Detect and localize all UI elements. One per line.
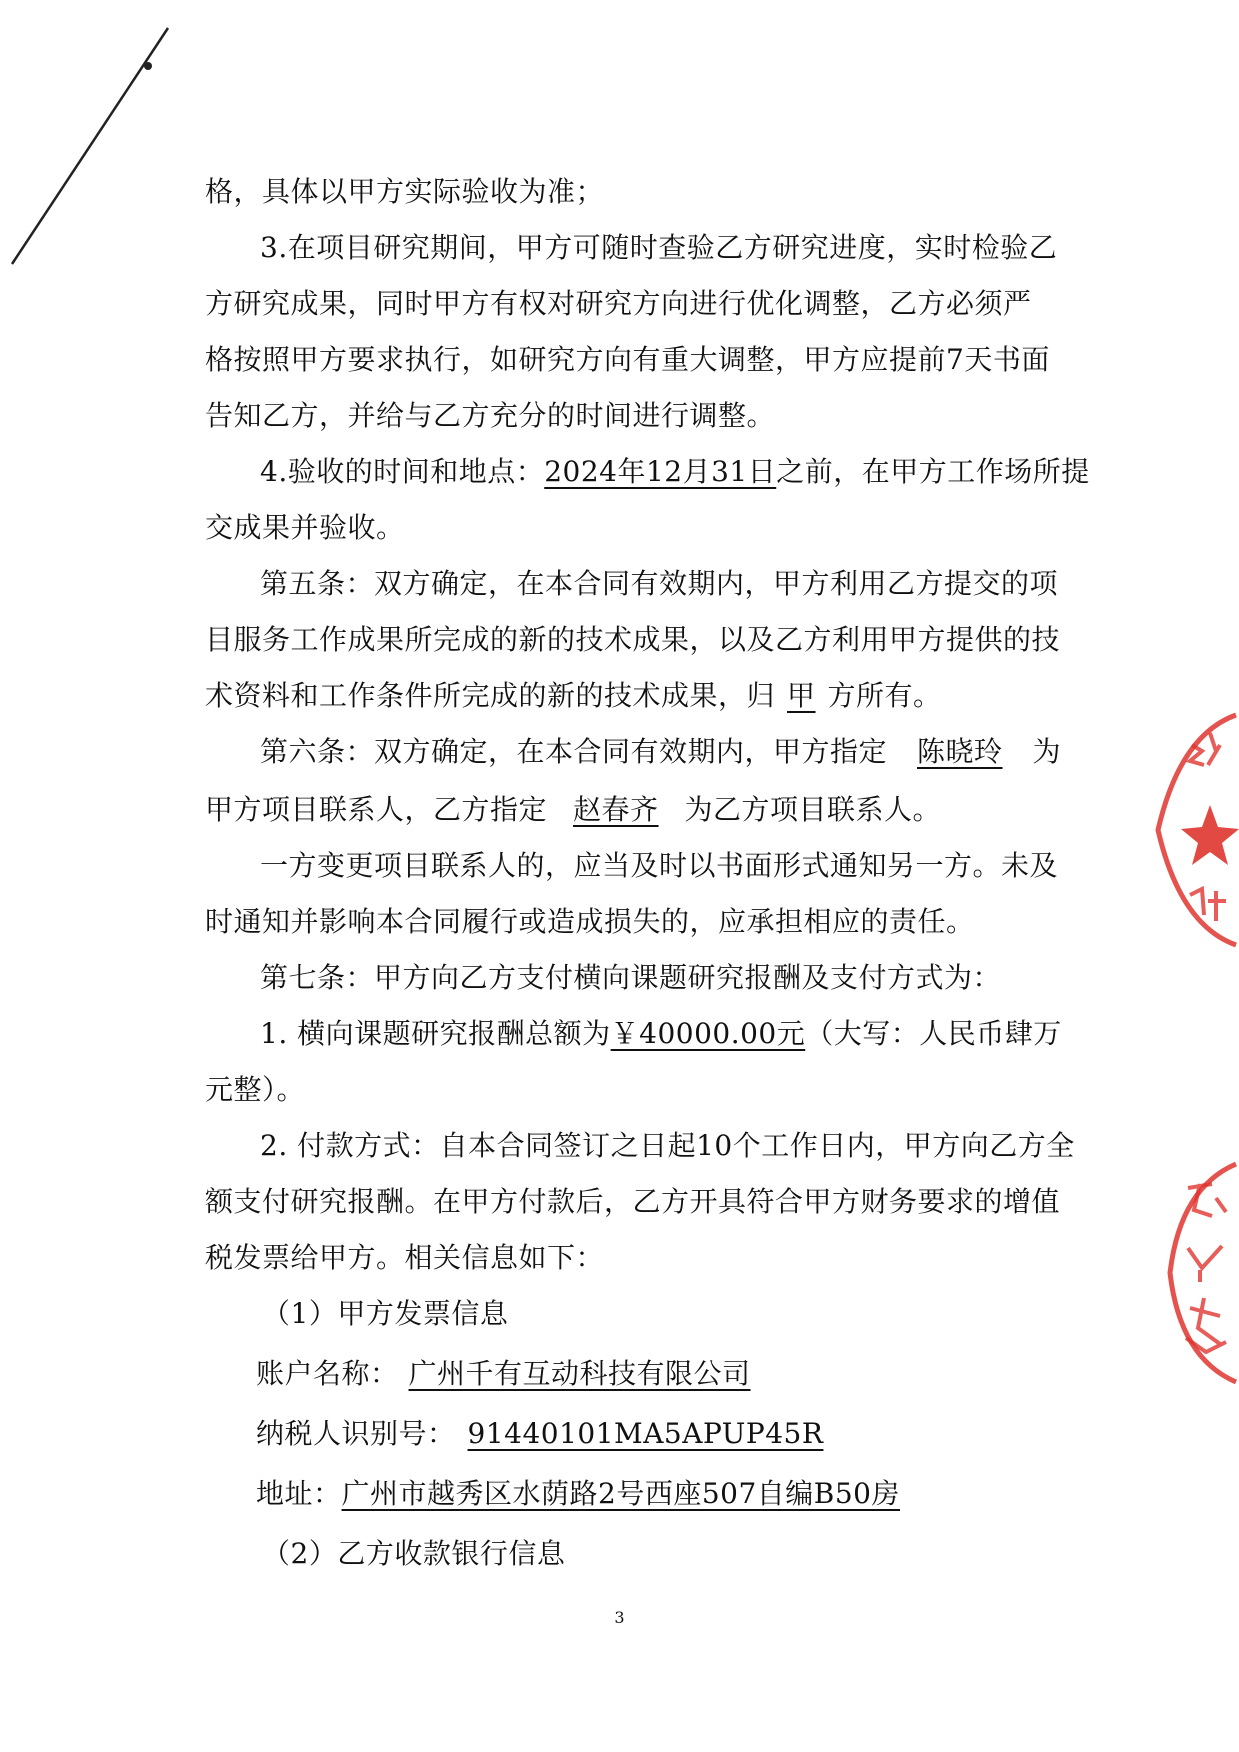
article5-line [205, 676, 1065, 716]
scan-artifact-line [0, 20, 180, 280]
item4-suffix: 之前，在甲方工作场所提 [776, 455, 1090, 488]
item4-prefix: 4.验收的时间和地点： [260, 455, 545, 488]
article6-line [205, 790, 1065, 830]
tax-label: 纳税人识别号： [256, 1417, 456, 1450]
tax-id: 91440101MA5APUP45R [467, 1417, 824, 1450]
article5-text: 术资料和工作条件所完成的新的技术成果，归 [205, 679, 776, 712]
article7-line: 额支付研究报酬。在甲方付款后，乙方开具符合甲方财务要求的增值 [205, 1185, 1061, 1218]
article7-text: （大写：人民币肆万 [805, 1017, 1062, 1050]
party-a-contact: 陈晓玲 [917, 735, 1003, 768]
ownership-party: 甲 [787, 679, 816, 712]
invoice-heading: （1）甲方发票信息 [262, 1297, 509, 1330]
article5-line: 第五条：双方确定，在本合同有效期内，甲方利用乙方提交的项 [260, 567, 1059, 600]
account-label: 账户名称： [256, 1357, 399, 1390]
article6-line: 一方变更项目联系人的，应当及时以书面形式通知另一方。未及 [260, 849, 1059, 882]
payment-amount-line [260, 1014, 1120, 1054]
party-b-contact: 赵春齐 [573, 793, 659, 826]
para-line: 方研究成果，同时甲方有权对研究方向进行优化调整，乙方必须严 [205, 287, 1032, 320]
para-line: 交成果并验收。 [205, 511, 405, 544]
invoice-tax-line [256, 1414, 1116, 1454]
article7-line: 2. 付款方式：自本合同签订之日起10个工作日内，甲方向乙方全 [260, 1129, 1075, 1162]
article5-text: 方所有。 [827, 679, 942, 712]
article6-line: 时通知并影响本合同履行或造成损失的，应承担相应的责任。 [205, 905, 975, 938]
red-seal-fragment-icon [1160, 1158, 1239, 1388]
article6-text: 为乙方项目联系人。 [684, 793, 942, 826]
invoice-account-line [256, 1354, 1116, 1394]
article7-line: 税发票给甲方。相关信息如下： [205, 1241, 605, 1274]
article7-line: 元整）。 [205, 1073, 306, 1106]
article6-text: 第六条：双方确定，在本合同有效期内，甲方指定 [260, 735, 888, 768]
para-line: 格按照甲方要求执行，如研究方向有重大调整，甲方应提前7天书面 [205, 343, 1050, 376]
page-number: 3 [614, 1608, 625, 1627]
payment-amount: ￥40000.00元 [610, 1017, 806, 1050]
article6-line [260, 732, 1120, 772]
article7-line: 第七条：甲方向乙方支付横向课题研究报酬及支付方式为： [260, 961, 1002, 994]
bank-heading: （2）乙方收款银行信息 [262, 1537, 566, 1570]
article6-text: 甲方项目联系人，乙方指定 [205, 793, 548, 826]
para-line: 3.在项目研究期间，甲方可随时查验乙方研究进度，实时检验乙 [260, 231, 1058, 264]
para-line: 告知乙方，并给与乙方充分的时间进行调整。 [205, 399, 776, 432]
article5-line: 目服务工作成果所完成的新的技术成果，以及乙方利用甲方提供的技 [205, 623, 1061, 656]
article6-text: 为 [1032, 735, 1062, 768]
item4-line [260, 452, 1120, 492]
address-value: 广州市越秀区水荫路2号西座507自编B50房 [341, 1477, 900, 1510]
acceptance-date: 2024年12月31日 [544, 455, 777, 488]
address-label: 地址： [256, 1477, 342, 1510]
red-seal-fragment-icon [1150, 705, 1239, 955]
invoice-address-line [256, 1474, 1116, 1514]
article7-text: 1. 横向课题研究报酬总额为 [260, 1017, 611, 1050]
para-line: 格，具体以甲方实际验收为准； [205, 175, 605, 208]
account-name: 广州千有互动科技有限公司 [408, 1357, 751, 1390]
